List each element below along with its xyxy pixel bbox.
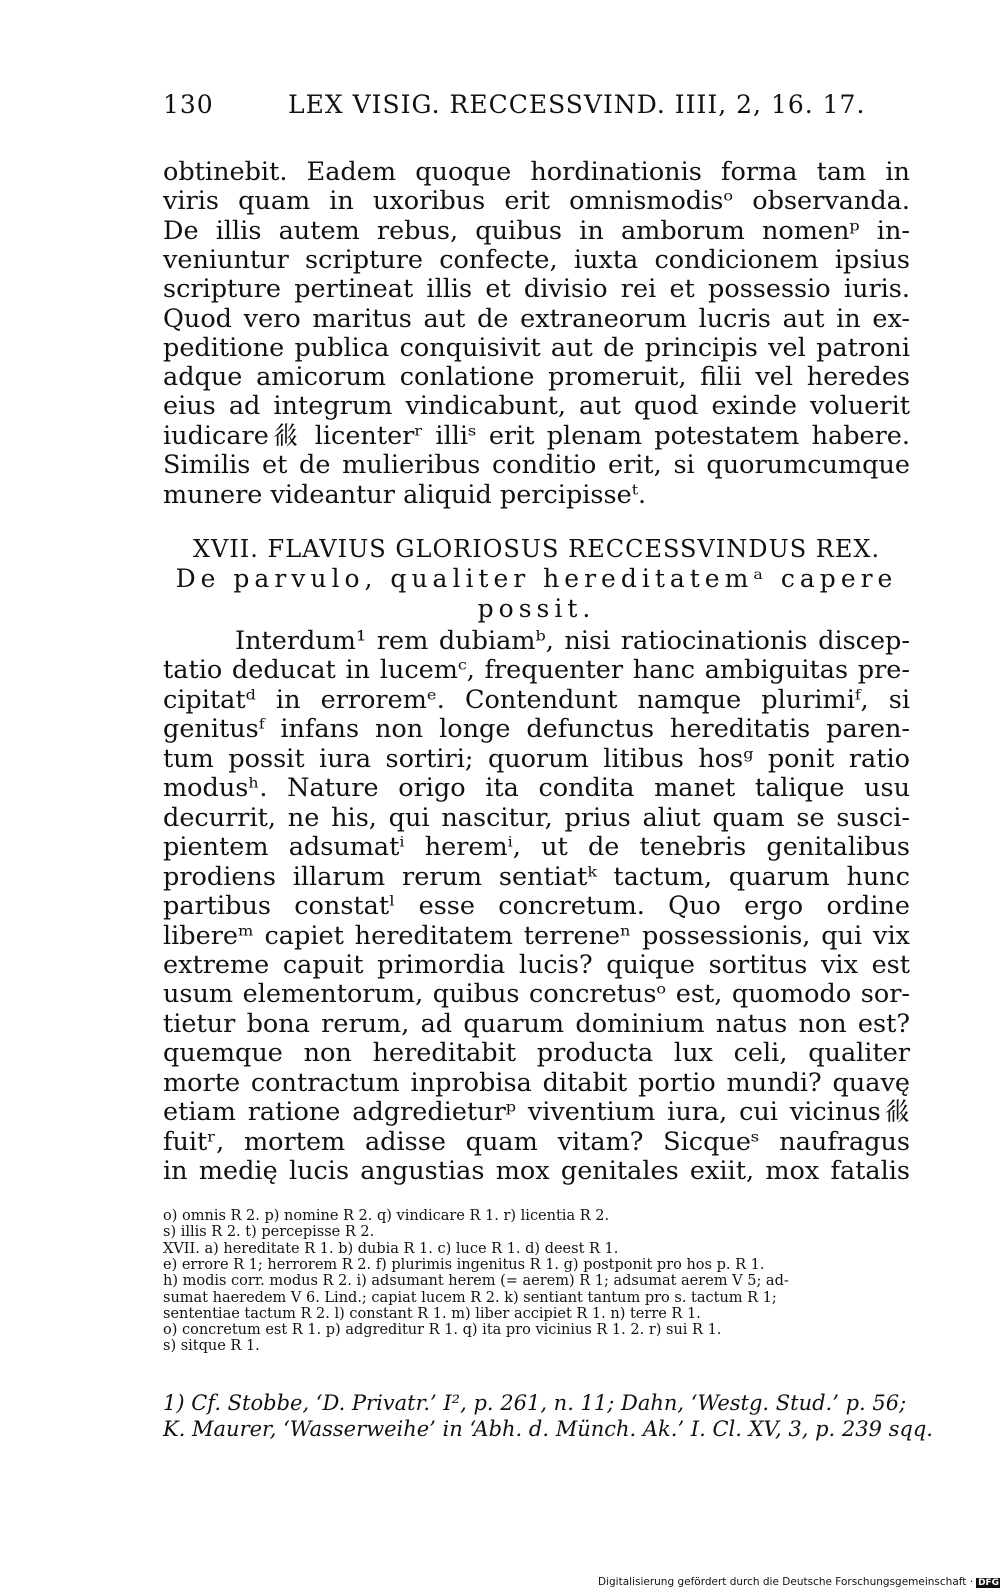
body-line: peditione publica conquisivit aut de principis vel patroni <box>163 332 910 363</box>
rubric-line-1: De parvulo, qualiter hereditatemᵃ capere <box>175 564 898 593</box>
apparatus-line: o) omnis R 2. p) nomine R 2. q) vindicare R 1. r) licentia R 2. <box>163 1208 610 1224</box>
apparatus-line: o) concretum est R 1. p) adgreditur R 1. q) ita pro vicinius R 1. 2. r) sui R 1. <box>163 1322 722 1339</box>
body-line: fuitʳ, mortem adisse quam vitam? Sicqueˢ naufragus <box>163 1126 910 1157</box>
body-line: morte contractum inprobisa ditabit portio mundi? quavę <box>163 1067 910 1098</box>
body-line: etiam ratione adgredieturᵖ viventium iura, cui vicinus𗺐 <box>163 1097 910 1128</box>
body-line: tatio deducat in lucemᶜ, frequenter hanc ambiguitas pre- <box>163 655 910 686</box>
body-line: genitusᶠ infans non longe defunctus hereditatis paren- <box>163 714 910 745</box>
body-line: tietur bona rerum, ad quarum dominium natus non est? <box>163 1008 910 1039</box>
body-line: scripture pertineat illis et divisio rei et possessio iuris. <box>163 274 910 305</box>
body-line: modusʰ. Nature origo ita condita manet talique usu <box>163 773 910 804</box>
body-line: eius ad integrum vindicabunt, aut quod exinde voluerit <box>163 391 910 422</box>
body-line: prodiens illarum rerum sentiatᵏ tactum, quarum hunc <box>163 861 910 892</box>
body-line: libereᵐ capiet hereditatem terreneⁿ possessionis, qui vix <box>163 920 910 951</box>
apparatus-line: s) sitque R 1. <box>163 1338 260 1355</box>
body-line: De illis autem rebus, quibus in amborum nomenᵖ in- <box>163 215 910 246</box>
body-line-last: munere videantur aliquid percipisseᵗ. <box>163 480 647 510</box>
apparatus-line: sumat haeredem V 6. Lind.; capiat lucem R 2. k) sentiant tantum pro s. tactum R 1; <box>163 1289 777 1306</box>
chapter-title: XVII. FLAVIUS GLORIOSUS RECCESSVINDUS REX. <box>192 535 881 563</box>
apparatus-line: h) modis corr. modus R 2. i) adsumant herem (= aerem) R 1; adsumat aerem V 5; ad- <box>163 1273 789 1290</box>
body-line: pientem adsumatⁱ heremⁱ, ut de tenebris genitalibus <box>163 832 910 863</box>
apparatus-line: sententiae tactum R 2. l) constant R 1. m) liber accipiet R 1. n) terre R 1. <box>163 1305 701 1322</box>
apparatus-line: e) errore R 1; herrorem R 2. f) plurimis ingenitus R 1. g) postponit pro hos p. R 1. <box>163 1256 765 1273</box>
body-line: obtinebit. Eadem quoque hordinationis forma tam in <box>163 157 910 187</box>
apparatus-line: XVII. a) hereditate R 1. b) dubia R 1. c) luce R 1. d) deest R 1. <box>163 1240 619 1257</box>
body-line: adque amicorum conlatione promeruit, filii vel heredes <box>163 362 910 393</box>
body-line: usum elementorum, quibus concretusᵒ est, quomodo sor- <box>163 979 910 1010</box>
body-line: Quod vero maritus aut de extraneorum lucris aut in ex- <box>163 303 910 334</box>
body-line: quemque non hereditabit producta lux celi, qualiter <box>163 1038 910 1069</box>
body-line: cipitatᵈ in erroremᵉ. Contendunt namque plurimiᶠ, si <box>163 684 910 715</box>
footnote-line-1: 1) Cf. Stobbe, ‘D. Privatr.’ I², p. 261, n. 11; Dahn, ‘Westg. Stud.’ p. 56; <box>163 1391 907 1415</box>
footnote-line-2: K. Maurer, ‘Wasserweihe’ in ‘Abh. d. Münch. Ak.’ I. Cl. XV, 3, p. 239 sqq. <box>163 1417 933 1441</box>
rubric-line-2: possit. <box>477 594 596 623</box>
body-line: in medię lucis angustias mox genitales exiit, mox fatalis <box>163 1156 910 1187</box>
running-title: LEX VISIG. RECCESSVIND. IIII, 2, 16. 17. <box>288 90 866 119</box>
body-line: viris quam in uxoribus erit omnismodisᵒ observanda. <box>163 186 910 217</box>
body-line: extreme capuit primordia lucis? quique sortitus vix est <box>163 949 910 980</box>
body-line: Interdum¹ rem dubiamᵇ, nisi ratiocinationis discep- <box>235 626 910 656</box>
body-line: Similis et de mulieribus conditio erit, si quorumcumque <box>163 450 910 480</box>
body-line: iudicare𗺐 licenterʳ illiˢ erit plenam potestatem habere. <box>163 420 910 451</box>
page-number: 130 <box>163 90 214 119</box>
dfg-logo: DFG <box>978 1578 1000 1588</box>
apparatus-line: s) illis R 2. t) percepisse R 2. <box>163 1224 375 1241</box>
digitization-credit <box>598 1576 1000 1588</box>
body-line: tum possit iura sortiri; quorum litibus hosᵍ ponit ratio <box>163 743 910 774</box>
body-line: partibus constatˡ esse concretum. Quo ergo ordine <box>163 891 910 922</box>
body-line: decurrit, ne his, qui nascitur, prius aliut quam se susci- <box>163 802 910 833</box>
credit-text: Digitalisierung gefördert durch die Deutsche Forschungsgemeinschaft · <box>598 1576 974 1588</box>
body-line: veniuntur scripture confecte, iuxta condicionem ipsius <box>163 244 910 275</box>
